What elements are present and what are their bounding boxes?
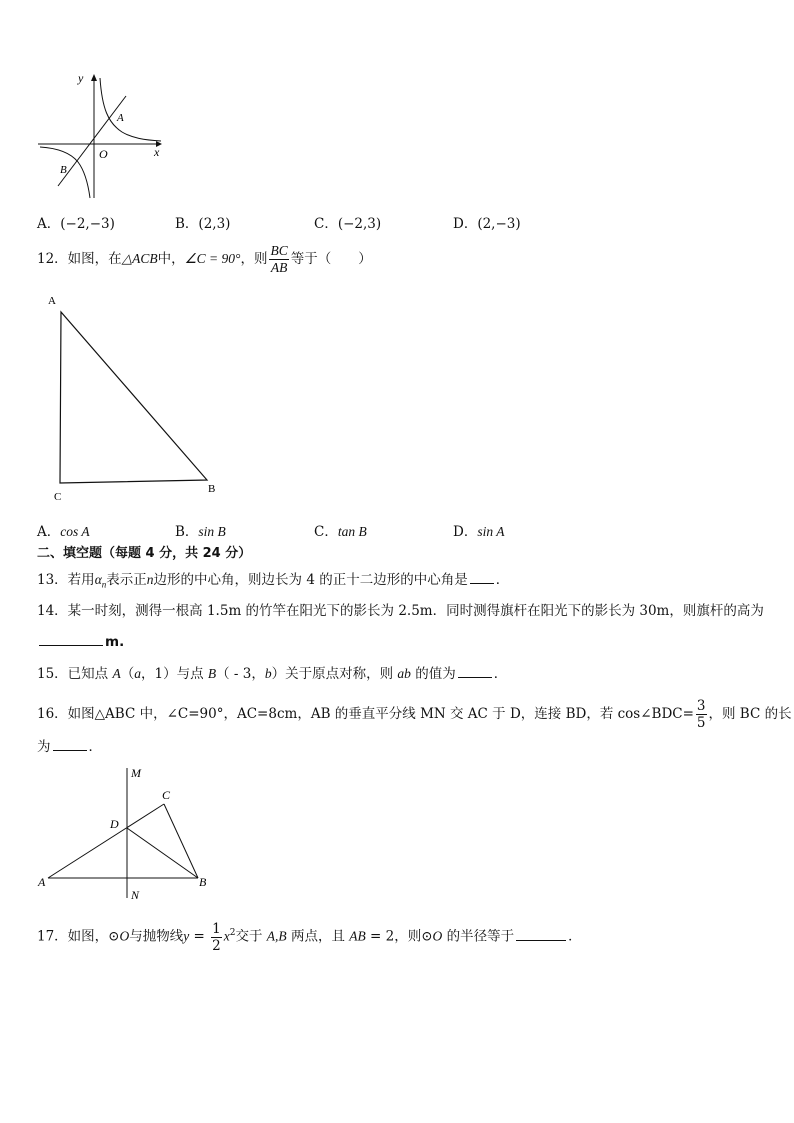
option-value: tan B — [337, 524, 367, 539]
answer-blank[interactable] — [53, 749, 87, 751]
q17-var-x: x — [223, 928, 230, 944]
answer-blank[interactable] — [470, 582, 494, 584]
triangle-acb — [60, 312, 207, 483]
q17-equals: = — [189, 928, 210, 945]
q15-var-b: b — [264, 666, 272, 681]
segment-db — [127, 828, 198, 878]
q12-angle: ∠C = 90° — [184, 251, 241, 266]
option-label: C． — [314, 216, 338, 232]
fraction-denominator: 2 — [212, 937, 221, 954]
hyperbola-branch-1 — [100, 78, 161, 141]
vertex-c-label: C — [54, 491, 62, 503]
label-c: C — [162, 788, 171, 802]
q12-option-c — [314, 520, 367, 540]
q14-question-line1: 14．某一时刻，测得一根高 1.5m 的竹竿在阳光下的影长为 2.5m．同时测得旗杆在阳光下的影长为 30m，则旗杆的高为 — [37, 603, 764, 619]
q14-question-line2 — [37, 633, 124, 651]
q15-question — [37, 665, 507, 683]
fraction-numerator: 1 — [212, 920, 221, 937]
q11-option-b — [175, 212, 230, 232]
q17-var-y: y — [183, 928, 190, 944]
answer-blank[interactable] — [458, 676, 492, 678]
q17-text: 两点，且 — [286, 928, 350, 945]
q12-then: ，则 — [240, 251, 268, 267]
q11-graph — [36, 68, 166, 203]
q16-text: 16．如图△ABC 中，∠C=90°，AC=8cm，AB 的垂直平分线 MN 交 AC 于 D，连接 BD，若 cos∠BDC= — [37, 706, 694, 722]
q15-text: （ - 3， — [216, 666, 265, 682]
q16-question-line2 — [37, 738, 102, 756]
q13-prefix: 13．若用 — [37, 572, 95, 588]
q13-subscript: n — [101, 579, 107, 590]
q11-option-c — [314, 212, 381, 232]
q16-text-end: ，则 BC 的长 — [708, 706, 792, 722]
q12-prefix: 12．如图，在 — [37, 251, 122, 267]
q15-text: ，1）与点 — [140, 666, 208, 682]
y-axis-arrow — [91, 74, 97, 81]
option-label: B． — [175, 524, 199, 540]
segment-cb — [164, 804, 198, 878]
q12-option-b — [175, 520, 226, 540]
line-through-origin — [58, 96, 126, 186]
q16-fraction — [696, 698, 707, 731]
q12-option-a — [37, 520, 90, 540]
q17-question — [37, 916, 582, 954]
q15-point-a: A — [112, 666, 121, 681]
q17-circle-o: O — [119, 928, 130, 944]
x-label: x — [154, 145, 160, 159]
option-label: D． — [453, 524, 478, 540]
q15-var-a: a — [134, 666, 141, 681]
q13-suffix: 边形的中心角，则边长为 4 的正十二边形的中心角是 — [153, 572, 468, 588]
q12-fraction — [269, 243, 288, 276]
q17-fraction — [211, 921, 222, 954]
q11-option-d — [453, 212, 521, 232]
q17-text: 的半径等于 — [442, 928, 515, 945]
point-a-label: A — [117, 112, 124, 124]
fraction-numerator: BC — [270, 243, 288, 258]
option-value: sin B — [198, 524, 226, 539]
label-a: A — [38, 875, 46, 889]
q16-question-line1 — [37, 698, 792, 731]
origin-label: O — [99, 147, 108, 161]
option-value: (2,−3) — [477, 216, 521, 232]
option-value: (2,3) — [198, 216, 231, 232]
answer-blank[interactable] — [39, 644, 103, 646]
vertex-a-label: A — [48, 295, 56, 307]
answer-blank[interactable] — [516, 939, 566, 941]
option-value: cos A — [60, 524, 90, 539]
q13-mid: 表示正 — [106, 572, 147, 588]
q13-end: ． — [495, 572, 510, 588]
q13-question — [37, 571, 509, 594]
point-b-label: B — [60, 164, 67, 176]
q17-exponent: 2 — [229, 928, 236, 938]
q13-var: α — [94, 572, 102, 587]
y-label: y — [78, 71, 84, 85]
option-label: C． — [314, 524, 338, 540]
q17-end: ． — [568, 928, 582, 945]
label-b: B — [199, 875, 207, 889]
q17-text: 17．如图，⊙ — [37, 928, 120, 945]
q12-question — [37, 243, 372, 276]
q15-text: 15．已知点 — [37, 666, 113, 682]
q17-text: 与抛物线 — [129, 928, 184, 945]
q15-end: ． — [493, 666, 508, 682]
q12-suffix: 等于（ ） — [290, 251, 372, 267]
q15-text: （ — [120, 666, 135, 682]
q15-point-b: B — [207, 666, 217, 681]
q14-unit: m. — [105, 634, 125, 650]
option-value: sin A — [477, 524, 505, 539]
option-label: B． — [175, 216, 199, 232]
option-value: (−2,−3) — [60, 216, 115, 232]
fraction-denominator: 5 — [696, 715, 706, 731]
segment-ac — [48, 804, 164, 878]
option-label: A． — [37, 524, 61, 540]
q16-text: 为 — [37, 739, 51, 755]
q17-text: = 2，则⊙ — [365, 928, 433, 945]
q15-text: ）关于原点对称，则 — [271, 666, 398, 682]
option-value: (−2,3) — [337, 216, 382, 232]
q13-n: n — [146, 572, 154, 587]
q17-segment-ab: AB — [349, 928, 366, 944]
q12-option-d — [453, 520, 504, 540]
label-n: N — [131, 888, 140, 902]
q15-text: 的值为 — [410, 666, 456, 682]
q16-end: ． — [88, 739, 102, 755]
section-heading: 二、填空题（每题 4 分，共 24 分） — [37, 546, 252, 561]
q11-option-a — [37, 212, 115, 232]
q12-mid: 中， — [157, 251, 185, 267]
label-d: D — [110, 817, 119, 831]
option-label: A． — [37, 216, 61, 232]
q17-points: A,B — [266, 928, 287, 944]
q17-circle-o: O — [432, 928, 443, 944]
fraction-denominator: AB — [270, 260, 288, 275]
q12-triangle: △ACB — [121, 251, 158, 266]
q12-triangle-figure — [40, 290, 230, 510]
q17-text: 交于 — [235, 928, 267, 945]
option-label: D． — [453, 216, 478, 232]
label-m: M — [131, 766, 141, 780]
vertex-b-label: B — [208, 483, 216, 495]
q16-figure — [36, 764, 216, 904]
fraction-numerator: 3 — [696, 698, 706, 714]
q15-var-ab: ab — [397, 666, 411, 681]
